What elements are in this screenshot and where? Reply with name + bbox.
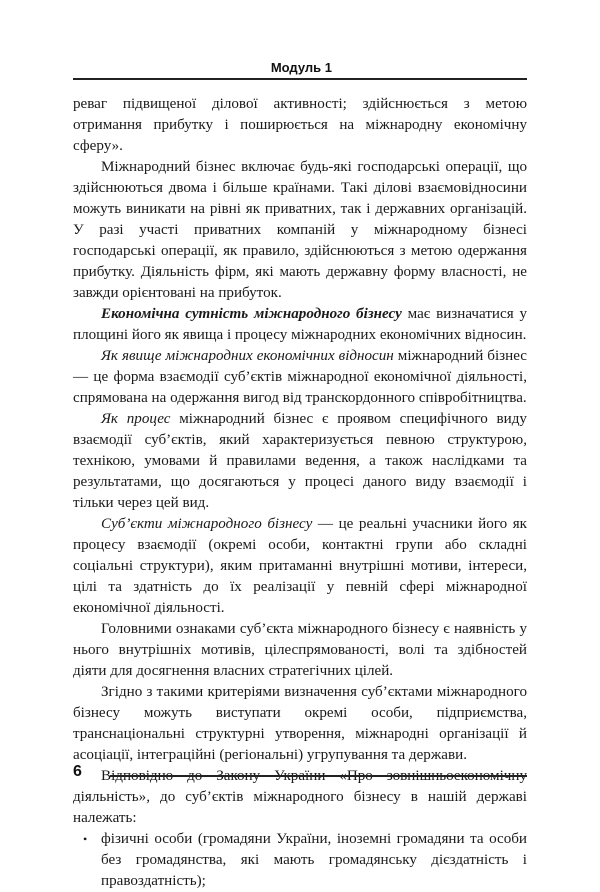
emphasis-term: Суб’єкти міжнародного бізнесу bbox=[101, 516, 313, 532]
emphasis-term: Як явище міжнародних економічних відносин bbox=[101, 348, 394, 364]
emphasis-term: Як процес bbox=[101, 411, 171, 427]
paragraph: Головними ознаками суб’єкта міжнародного бізнесу є наявність у нього внутрішніх мотивів, цілеспрямованості, волі та здібностей діяти для досягнення власних стратегічних цілей. bbox=[73, 621, 527, 679]
list-item: • фізичні особи (громадяни України, іноземні громадяни та особи без громадянства, які мають громадянську дієздатність і правоздатність); bbox=[83, 831, 527, 889]
body-text bbox=[73, 94, 527, 892]
bullet-list bbox=[73, 829, 527, 892]
paragraph: реваг підвищеної ділової активності; здійснюється з метою отримання прибутку і поширюється на міжнародну економічну сферу». bbox=[73, 96, 527, 154]
paragraph: Економічна сутність міжнародного бізнесу має визначатися у площині його як явища і процесу міжнародних економічних відносин. bbox=[73, 306, 527, 343]
running-header: Модуль 1 bbox=[270, 60, 332, 75]
paragraph: Як явище міжнародних економічних відносин міжнародний бізнес — це форма взаємодії суб’єктів міжнародної економічної діяльності, спрямована на одержання вигод від транскордонного співробітництва. bbox=[73, 348, 527, 406]
paragraph: Згідно з такими критеріями визначення суб’єктами міжнародного бізнесу можуть виступати окремі особи, підприємства, транснаціональні структурні утворення, міжнародні організації й асоціації, інтеграційні (регіональні) угрупування та держави. bbox=[73, 684, 527, 763]
paragraph: Суб’єкти міжнародного бізнесу — це реальні учасники його як процесу взаємодії (окремі особи, контактні групи або складні соціальні структури), яким притаманні внутрішні мотиви, інтереси, цілі та здатність до їх реалізації у певній сфері міжнародної економічної діяльності. bbox=[73, 516, 528, 616]
paragraph: Відповідно до Закону України «Про зовнішньоекономічну діяльність», до суб’єктів міжнародного бізнесу в нашій державі належать: bbox=[73, 768, 527, 826]
bullet-icon: • bbox=[83, 832, 88, 846]
page-number: 6 bbox=[73, 763, 82, 780]
paragraph: Як процес міжнародний бізнес є проявом специфічного виду взаємодії суб’єктів, який характеризується певною структурою, технікою, умовами й правилами ведення, а також наслідками та результатами, що досягаються у процесі даного виду взаємодії і тільки через цей вид. bbox=[73, 411, 527, 511]
emphasis-term: Економічна сутність міжнародного бізнесу bbox=[101, 306, 402, 322]
footer-rule bbox=[110, 775, 527, 777]
paragraph: Міжнародний бізнес включає будь-які господарські операції, що здійснюються двома і більше країнами. Такі ділові взаємовідносини можуть виникати на рівні як приватних, так і державних організацій. У разі участі приватних компаній у міжнародному бізнесі господарські операції, як правило, здійснюються з метою одержання прибутку. Діяльність фірм, які мають державну форму власності, не завжди орієнтовані на прибуток. bbox=[73, 159, 527, 301]
header-rule bbox=[73, 78, 527, 80]
